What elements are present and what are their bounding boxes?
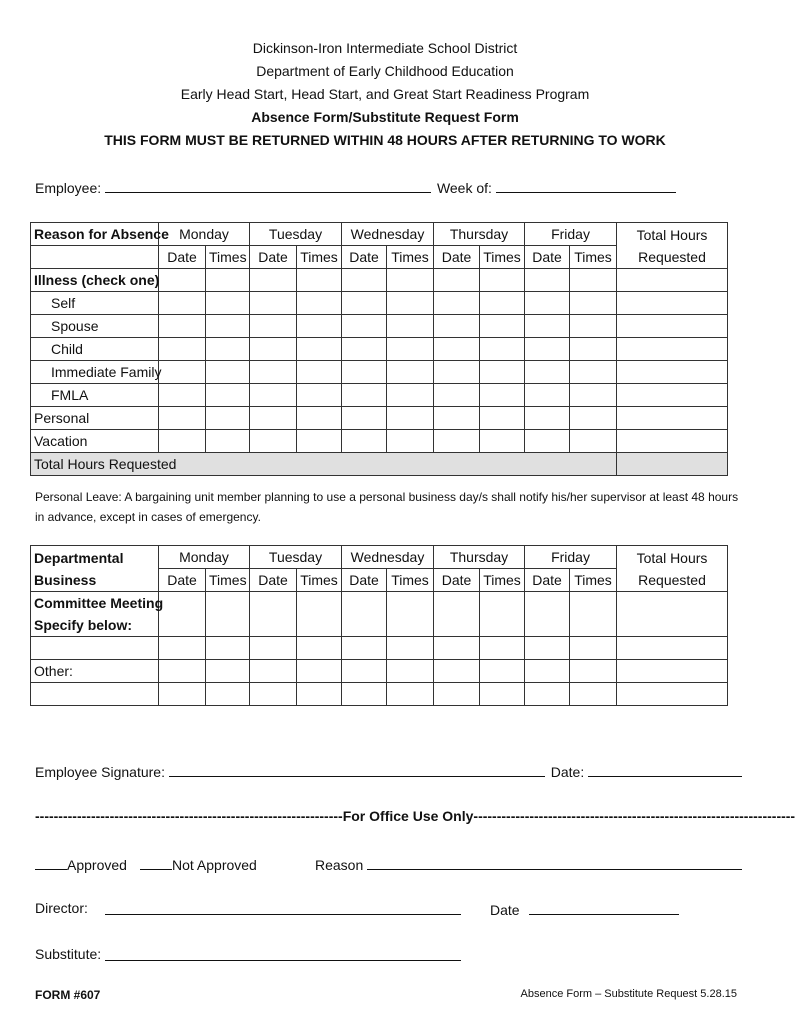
col-date: Date [525, 246, 570, 269]
illness-option-self[interactable]: Self [31, 292, 159, 315]
total-row [31, 453, 728, 476]
day-wednesday: Wednesday [342, 546, 434, 569]
col-date: Date [434, 569, 480, 592]
col-times: Times [570, 246, 617, 269]
form-title: Absence Form/Substitute Request Form [251, 109, 519, 125]
employee-row [35, 178, 676, 196]
day-wednesday: Wednesday [342, 223, 434, 246]
table-row [31, 683, 728, 706]
col-times: Times [480, 569, 525, 592]
day-monday: Monday [159, 546, 250, 569]
illness-option-spouse[interactable]: Spouse [31, 315, 159, 338]
signature-date-field[interactable] [588, 762, 742, 777]
total-hours-header: Total Hours Requested [617, 223, 728, 269]
col-times: Times [206, 246, 250, 269]
signature-date-label: Date: [550, 764, 585, 780]
day-friday: Friday [525, 546, 617, 569]
col-times: Times [297, 569, 342, 592]
approved-option[interactable] [35, 855, 127, 873]
total-hours-label: Total Hours Requested [31, 453, 617, 476]
return-notice: THIS FORM MUST BE RETURNED WITHIN 48 HOURS AFTER RETURNING TO WORK [104, 132, 666, 148]
other-label: Other: [31, 660, 159, 683]
not-approved-label: Not Approved [172, 857, 257, 873]
not-approved-option[interactable] [140, 855, 257, 873]
director-date-field[interactable] [529, 900, 679, 915]
blank-cell [31, 246, 159, 269]
table-row [31, 384, 728, 407]
department-name: Department of Early Childhood Education [256, 63, 514, 79]
day-thursday: Thursday [434, 546, 525, 569]
total-hours-cell[interactable] [617, 453, 728, 476]
day-tuesday: Tuesday [250, 546, 342, 569]
director-date-row [490, 900, 679, 918]
substitute-field[interactable] [105, 946, 461, 964]
employee-field[interactable] [105, 178, 431, 193]
col-times: Times [480, 246, 525, 269]
approved-blank[interactable] [35, 855, 67, 870]
signature-label: Employee Signature: [35, 764, 165, 780]
vacation-label: Vacation [31, 430, 159, 453]
illness-option-fmla[interactable]: FMLA [31, 384, 159, 407]
not-approved-blank[interactable] [140, 855, 172, 870]
director-label: Director: [35, 900, 88, 916]
week-field[interactable] [496, 178, 676, 193]
illness-option-child[interactable]: Child [31, 338, 159, 361]
day-tuesday: Tuesday [250, 223, 342, 246]
table-row [31, 292, 728, 315]
col-times: Times [570, 569, 617, 592]
committee-meeting-label: Committee Meeting Specify below: [31, 592, 159, 637]
day-monday: Monday [159, 223, 250, 246]
signature-field[interactable] [169, 762, 545, 777]
col-date: Date [159, 246, 206, 269]
reason-header: Reason for Absence [31, 223, 159, 246]
col-date: Date [434, 246, 480, 269]
table-row [31, 315, 728, 338]
total-hours-header: Total Hours Requested [617, 546, 728, 592]
table-row [31, 407, 728, 430]
form-number: FORM #607 [35, 988, 101, 1002]
program-name: Early Head Start, Head Start, and Great Start Readiness Program [180, 86, 590, 102]
table-row [31, 430, 728, 453]
col-date: Date [250, 569, 297, 592]
department-header: Departmental Business [31, 546, 159, 592]
week-label: Week of: [436, 180, 492, 196]
office-use-divider: ------------------------------------------------------------------For Office Use Only--------------------------------------------------------------------- [35, 808, 795, 824]
table-row [31, 361, 728, 384]
employee-label: Employee: [35, 180, 102, 196]
personal-label: Personal [31, 407, 159, 430]
col-date: Date [250, 246, 297, 269]
signature-row [35, 762, 742, 780]
col-date: Date [159, 569, 206, 592]
approved-label: Approved [67, 857, 127, 873]
table-row [31, 637, 728, 660]
director-field[interactable] [105, 900, 461, 918]
day-thursday: Thursday [434, 223, 525, 246]
form-revision: Absence Form – Substitute Request 5.28.15 [520, 988, 737, 1000]
col-date: Date [525, 569, 570, 592]
district-name: Dickinson-Iron Intermediate School District [252, 40, 518, 56]
table-row [31, 269, 728, 292]
reason-field[interactable] [367, 855, 742, 870]
day-friday: Friday [525, 223, 617, 246]
illness-label: Illness (check one) [31, 269, 159, 292]
reason-row [315, 855, 742, 873]
col-date: Date [342, 246, 387, 269]
col-times: Times [387, 569, 434, 592]
table-row [31, 660, 728, 683]
table-row [31, 592, 728, 637]
col-date: Date [342, 569, 387, 592]
absence-table [30, 222, 728, 476]
director-date-label: Date [490, 902, 520, 918]
department-table [30, 545, 728, 706]
col-times: Times [387, 246, 434, 269]
reason-label: Reason [315, 857, 364, 873]
col-times: Times [297, 246, 342, 269]
col-times: Times [206, 569, 250, 592]
table-row [31, 338, 728, 361]
personal-leave-note: Personal Leave: A bargaining unit member planning to use a personal business day/s shall notify his/her supervisor at least 48 hours in advance, except in cases of emergency. [35, 490, 739, 524]
substitute-label: Substitute: [35, 946, 102, 962]
illness-option-immediate-family[interactable]: Immediate Family [31, 361, 159, 384]
